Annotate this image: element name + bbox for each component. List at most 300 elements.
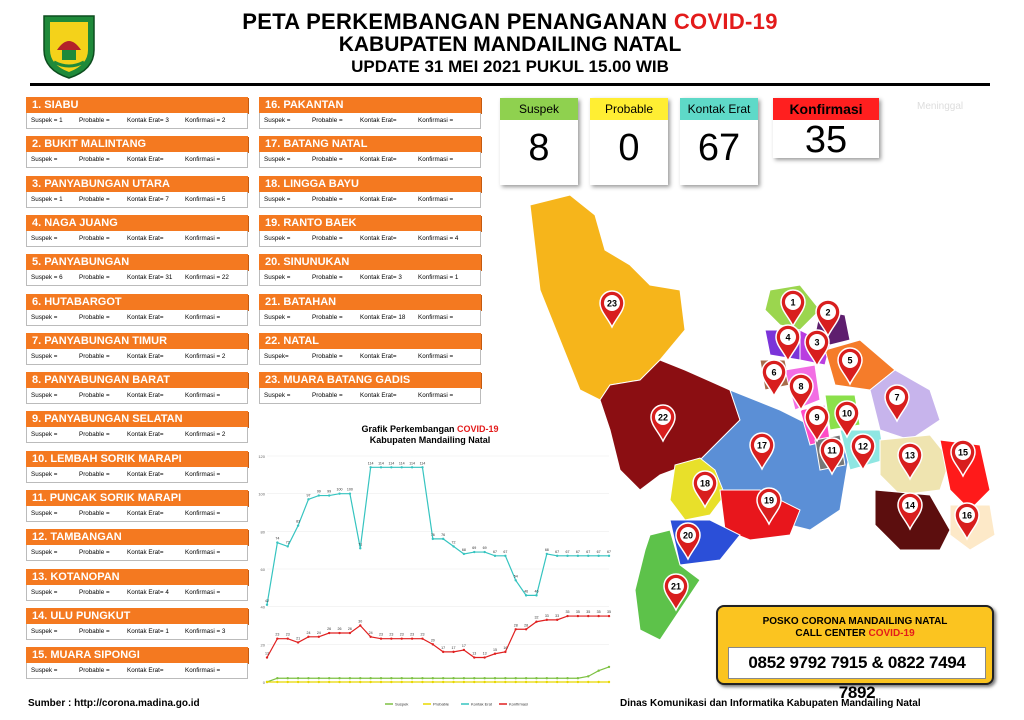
district-probable: Probable = [312,274,343,282]
chart-data-label: 100 [336,487,343,492]
stat-suspek-label: Suspek [500,98,578,120]
chart-data-label: 24 [316,630,321,635]
district-konfirmasi: Konfirmasi = 5 [185,195,226,203]
map-marker-label: 3 [814,337,820,348]
district-card [26,529,248,561]
district-kontak-erat: Kontak Erat= [127,549,164,557]
chart-data-label: 46 [524,589,529,594]
chart-data-label: 23 [399,632,404,637]
chart-point [452,651,454,653]
map-marker-label: 2 [825,307,831,318]
district-name: 18. LINGGA BAYU [259,176,481,192]
district-konfirmasi: Konfirmasi = [185,234,221,242]
chart-ytick-label: 80 [260,529,265,535]
district-card [259,294,481,326]
district-card [26,411,248,443]
district-card [259,254,481,286]
chart-point [556,681,558,683]
district-kontak-erat: Kontak Erat= [127,392,164,400]
district-konfirmasi: Konfirmasi = 3 [185,627,226,635]
district-konfirmasi: Konfirmasi = [185,392,221,400]
stat-suspek-value: 8 [528,127,550,169]
district-name: 11. PUNCAK SORIK MARAPI [26,490,248,506]
map-marker-label: 11 [827,445,837,456]
chart-data-label: 99 [316,489,321,494]
district-kontak-erat: Kontak Erat= 31 [127,274,173,282]
stat-probable-label: Probable [590,98,668,120]
district-name: 1. SIABU [26,97,248,113]
chart-data-label: 67 [596,549,601,554]
chart-data-label: 114 [378,461,384,466]
chart-point [307,636,309,638]
map-marker-label: 23 [606,298,618,309]
chart-point [276,677,278,679]
chart-data-label: 67 [565,549,570,554]
chart-point [442,681,444,683]
chart-point [421,677,423,679]
district-card [26,490,248,522]
district-card [26,451,248,483]
district-probable: Probable = [312,117,343,124]
district-suspek: Suspek = [264,234,291,242]
chart-point [287,681,289,683]
district-probable: Probable = [312,313,343,321]
chart-data-label: 20 [430,638,435,643]
chart-data-label: 67 [586,549,591,554]
district-stats [26,349,248,365]
chart-point [287,677,289,679]
chart-data-label: 24 [306,630,311,635]
district-suspek: Suspek = 1 [31,195,63,203]
chart-point [597,681,599,683]
district-map [500,190,1000,650]
district-suspek: Suspek = [264,195,291,203]
chart-point [276,681,278,683]
chart-point [566,677,568,679]
district-suspek: Suspek = 1 [31,117,63,124]
chart-point [411,677,413,679]
chart-data-label: 15 [493,647,497,652]
district-card [26,372,248,404]
chart-data-label: 17 [461,643,466,648]
chart-legend-label: Probable [433,701,450,707]
district-konfirmasi: Konfirmasi = [185,470,221,478]
chart-legend-label: Konfirmasi [509,701,528,707]
chart-data-label: 35 [565,610,570,615]
chart-point [452,677,454,679]
district-card [26,333,248,365]
district-name: 21. BATAHAN [259,294,481,310]
district-kontak-erat: Kontak Erat= [127,510,164,517]
chart-point [535,681,537,683]
chart-point [494,677,496,679]
district-stats [26,192,248,208]
district-stats [26,310,248,326]
chart-legend-label: Suspek [395,701,409,707]
chart-point [380,681,382,683]
chart-ytick-label: 60 [260,567,265,572]
district-konfirmasi: Konfirmasi = [418,195,454,203]
chart-data-label: 67 [555,549,560,554]
page-title: PETA PERKEMBANGAN PENANGANAN COVID-19 [242,9,778,34]
map-marker-label: 1 [790,297,796,308]
district-kontak-erat: Kontak Erat= [360,352,397,360]
chart-data-label: 21 [296,636,301,641]
chart-ytick-label: 120 [258,454,265,459]
chart-point [577,681,579,683]
district-konfirmasi: Konfirmasi = [185,588,221,596]
district-card [259,372,481,404]
district-suspek: Suspek = [31,588,58,596]
district-card [26,608,248,640]
district-suspek: Suspek = [264,313,291,321]
district-name: 9. PANYABUNGAN SELATAN [26,411,248,427]
chart-data-label: 24 [368,630,373,635]
chart-point [369,681,371,683]
header-divider [30,83,990,86]
chart-point [432,538,434,540]
district-kontak-erat: Kontak Erat= 3 [127,117,169,124]
chart-point [525,681,527,683]
chart-point [401,466,403,468]
chart-point [411,466,413,468]
district-kontak-erat: Kontak Erat= [127,667,164,675]
posko-call-center [716,605,994,702]
district-suspek: Suspek = [31,352,58,360]
chart-point [494,681,496,683]
chart-point [380,637,382,639]
chart-data-label: 114 [388,461,395,466]
stat-probable-value: 0 [618,127,640,169]
chart-point [307,681,309,683]
chart-point [349,677,351,679]
map-marker-label: 4 [785,332,791,343]
district-suspek: Suspek = [31,431,58,439]
chart-point [483,656,485,658]
district-konfirmasi: Konfirmasi = [418,156,454,164]
district-probable: Probable = [312,156,343,164]
chart-data-label: 114 [409,461,415,466]
chart-point [318,636,320,638]
chart-data-label: 23 [275,632,280,637]
chart-point [307,677,309,679]
district-suspek: Suspek = [31,510,58,517]
district-card [26,294,248,326]
chart-point [349,681,351,683]
chart-point [328,681,330,683]
district-name: 10. LEMBAH SORIK MARAPI [26,451,248,467]
district-name: 16. PAKANTAN [259,97,481,113]
chart-data-label: 23 [379,632,383,637]
district-probable: Probable = [79,510,110,517]
chart-point [473,677,475,679]
district-konfirmasi: Konfirmasi = [418,352,454,360]
chart-point [359,677,361,679]
stat-kontak-erat-label: Kontak Erat [680,98,758,120]
district-kontak-erat: Kontak Erat= 4 [127,588,169,596]
chart-data-label: 33 [555,613,560,618]
district-probable: Probable = [312,234,343,242]
chart-data-label: 54 [513,574,518,579]
district-stats [259,388,481,404]
chart-point [401,637,403,639]
district-stats [259,270,481,286]
district-probable: Probable = [79,352,110,360]
chart-point [390,677,392,679]
chart-point [328,494,330,496]
district-stats [26,231,248,247]
district-name: 17. BATANG NATAL [259,136,481,152]
page-subtitle: KABUPATEN MANDAILING NATAL [338,33,682,56]
chart-point [421,466,423,468]
district-probable: Probable = [79,392,110,400]
map-marker-6 [762,360,786,396]
map-marker-label: 17 [756,440,768,451]
chart-data-label: 23 [420,632,425,637]
district-name: 23. MUARA BATANG GADIS [259,372,481,388]
chart-series-line [267,667,609,682]
stat-suspek [500,98,578,185]
district-probable: Probable = [312,195,343,203]
district-probable: Probable = [79,234,110,242]
district-probable: Probable = [79,627,110,635]
map-marker-label: 18 [699,478,711,489]
chart-data-label: 23 [410,632,415,637]
chart-data-label: 17 [441,645,446,650]
map-marker-label: 14 [904,500,916,511]
chart-point [421,637,423,639]
chart-point [473,551,475,553]
chart-data-label: 72 [451,540,456,545]
chart-point [390,466,392,468]
chart-data-label: 83 [296,519,301,524]
stat-probable [590,98,668,185]
chart-data-label: 13 [472,651,477,656]
district-probable: Probable = [79,549,110,557]
district-stats [26,388,248,404]
map-marker-label: 12 [857,441,869,452]
map-marker-label: 21 [670,581,682,592]
stat-kontak-erat-value: 67 [697,127,741,169]
chart-point [566,681,568,683]
chart-point [473,656,475,658]
map-marker-label: 9 [814,412,820,423]
district-probable: Probable = [312,392,343,400]
district-probable: Probable = [79,313,110,321]
chart-point [515,681,517,683]
chart-data-label: 42 [265,598,269,603]
district-stats [26,545,248,561]
chart-data-label: 30 [358,619,363,624]
district-card [259,215,481,247]
district-konfirmasi: Konfirmasi = 2 [185,352,226,360]
district-name: 19. RANTO BAEK [259,215,481,231]
chart-point [608,681,610,683]
chart-point [432,681,434,683]
district-suspek: Suspek = [31,156,58,164]
chart-point [359,547,361,549]
chart-data-label: 69 [472,546,477,551]
chart-ytick-label: 100 [258,491,265,497]
map-marker-label: 7 [894,392,900,403]
district-name: 3. PANYABUNGAN UTARA [26,176,248,192]
chart-point [504,677,506,679]
chart-point [587,675,589,677]
update-timestamp: UPDATE 31 MEI 2021 PUKUL 15.00 WIB [351,57,669,76]
chart-point [442,538,444,540]
chart-point [463,677,465,679]
district-konfirmasi: Konfirmasi = 2 [185,431,226,439]
chart-point [556,677,558,679]
map-marker-label: 19 [763,495,775,506]
district-suspek: Suspek = 6 [31,274,63,282]
district-card [26,176,248,208]
chart-data-label: 13 [482,651,487,656]
chart-point [297,681,299,683]
chart-title: Grafik Perkembangan COVID-19 Kabupaten Mandailing Natal [361,424,499,445]
chart-point [276,541,278,543]
chart-data-label: 33 [544,613,549,618]
chart-data-label: 67 [607,549,611,554]
chart-point [380,466,382,468]
chart-point [411,681,413,683]
chart-data-label: 35 [575,610,580,615]
district-name: 8. PANYABUNGAN BARAT [26,372,248,388]
chart-point [401,681,403,683]
stat-kontak-erat [680,98,758,185]
chart-data-label: 67 [503,549,508,554]
chart-point [349,632,351,634]
district-suspek: Suspek = [264,274,291,282]
district-card [26,97,248,129]
district-suspek: Suspek = [31,667,58,675]
district-suspek: Suspek = [264,117,291,124]
district-name: 12. TAMBANGAN [26,529,248,545]
district-konfirmasi: Konfirmasi = [185,313,221,321]
district-probable: Probable = [79,431,110,439]
chart-point [483,677,485,679]
chart-point [307,498,309,500]
map-marker-label: 8 [798,381,804,392]
chart-point [380,677,382,679]
district-suspek: Suspek = [31,234,58,242]
district-probable: Probable = [79,274,110,282]
chart-point [432,643,434,645]
district-suspek: Suspek = [31,549,58,557]
chart-data-label: 32 [534,615,539,620]
district-kontak-erat: Kontak Erat= [127,431,164,439]
stat-meninggal-label: Meninggal [917,101,964,112]
district-name: 20. SINUNUKAN [259,254,481,270]
district-name: 2. BUKIT MALINTANG [26,136,248,152]
chart-point [369,636,371,638]
district-stats [26,113,248,129]
chart-data-label: 99 [327,489,332,494]
district-card [259,176,481,208]
district-stats [26,624,248,640]
district-suspek: Suspek = [264,392,291,400]
chart-point [473,681,475,683]
chart-point [525,677,527,679]
chart-data-label: 76 [441,532,446,537]
district-konfirmasi: Konfirmasi = [418,117,454,124]
district-kontak-erat: Kontak Erat= 18 [360,313,406,321]
chart-legend-label: Kontak Erat [471,701,492,707]
district-kontak-erat: Kontak Erat= [360,117,397,124]
chart-point [504,681,506,683]
district-kontak-erat: Kontak Erat= 3 [360,274,402,282]
chart-point [349,492,351,494]
chart-ytick-label: 20 [260,642,265,648]
district-kontak-erat: Kontak Erat= [360,156,397,164]
chart-data-label: 72 [285,540,290,545]
map-marker-label: 10 [841,408,853,419]
district-stats [26,585,248,601]
district-name: 15. MUARA SIPONGI [26,647,248,663]
chart-data-label: 68 [544,547,549,552]
chart-point [390,681,392,683]
chart-data-label: 74 [275,536,280,541]
district-name: 5. PANYABUNGAN [26,254,248,270]
chart-data-label: 100 [346,487,353,492]
chart-point [463,681,465,683]
chart-point [328,632,330,634]
regency-logo [40,10,98,80]
chart-data-label: 35 [586,610,591,615]
chart-data-label: 76 [430,532,435,537]
district-name: 14. ULU PUNGKUT [26,608,248,624]
chart-data-label: 68 [461,547,466,552]
chart-data-label: 114 [398,461,405,466]
chart-point [483,551,485,553]
chart-point [452,681,454,683]
district-konfirmasi: Konfirmasi = 4 [418,234,459,242]
district-card [26,647,248,679]
chart-point [452,545,454,547]
chart-point [297,641,299,643]
chart-data-label: 26 [347,627,352,632]
chart-point [266,604,268,606]
chart-point [359,681,361,683]
district-probable: Probable = [79,588,110,596]
district-konfirmasi: Konfirmasi = 22 [185,274,229,282]
chart-data-label: 67 [493,549,497,554]
district-stats [26,467,248,483]
posko-title: POSKO CORONA MANDAILING NATAL [762,616,948,627]
chart-data-label: 35 [596,610,601,615]
chart-data-label: 69 [482,546,487,551]
chart-point [515,677,517,679]
chart-ytick-label: 0 [262,680,265,685]
chart-point [483,681,485,683]
chart-data-label: 46 [534,589,539,594]
district-stats [26,427,248,443]
map-marker-label: 16 [961,510,973,521]
chart-data-label: 17 [451,645,456,650]
chart-point [328,677,330,679]
district-konfirmasi: Konfirmasi = [185,549,221,557]
chart-point [421,681,423,683]
district-name: 6. HUTABARGOT [26,294,248,310]
chart-data-label: 13 [265,651,269,656]
district-suspek: Suspek= [264,352,289,360]
chart-point [338,681,340,683]
chart-data-label: 26 [337,627,342,632]
district-suspek: Suspek = [264,156,291,164]
district-card [259,97,481,129]
chart-point [546,677,548,679]
stat-konfirmasi-value: 35 [804,119,848,161]
